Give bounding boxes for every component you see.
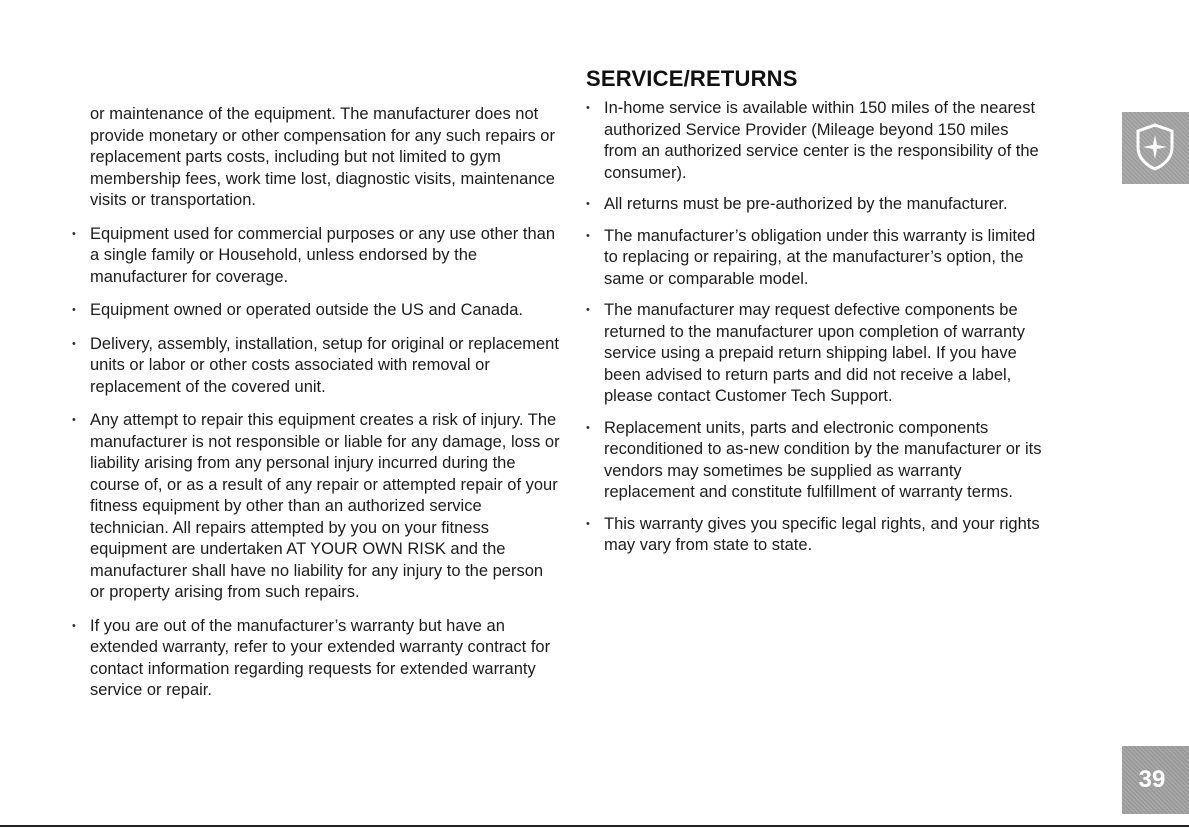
continuation-paragraph: or maintenance of the equipment. The manufacturer does not provide monetary or other compensation for any such repairs or replacement parts costs, including but not limited to gym membership fees, work time lost, diagnostic visits, maintenance visits or transportation. [90, 105, 555, 209]
service-returns-list [586, 98, 1046, 557]
left-column [72, 104, 562, 702]
list-item: • Replacement units, parts and electronic components reconditioned to as-new condition by the manufacturer or its vendors may sometimes be supplied as warranty replacement and constitute fulfillment of warranty terms. [586, 418, 1046, 504]
bottom-divider [0, 825, 1189, 827]
list-item: • The manufacturer’s obligation under this warranty is limited to replacing or repairing, at the manufacturer’s option, the same or comparable model. [586, 226, 1046, 291]
list-item: • All returns must be pre-authorized by the manufacturer. [586, 194, 1046, 216]
list-item: • Equipment owned or operated outside the US and Canada. [72, 300, 562, 322]
section-heading: SERVICE/RETURNS [586, 66, 798, 91]
page-number-tab [1122, 746, 1189, 814]
exclusions-list [72, 224, 562, 702]
right-column [586, 66, 1046, 557]
list-item: • Delivery, assembly, installation, setup for original or replacement units or labor or other costs associated with removal or replacement of the covered unit. [72, 334, 562, 399]
list-item: • In-home service is available within 150 miles of the nearest authorized Service Provider (Mileage beyond 150 miles from an authorized service center is the responsibility of the consumer). [586, 98, 1046, 184]
page-number: 39 [1138, 766, 1166, 793]
list-item: • This warranty gives you specific legal rights, and your rights may vary from state to state. [586, 514, 1046, 557]
list-item: • If you are out of the manufacturer’s warranty but have an extended warranty, refer to your extended warranty contract for contact information regarding requests for extended warranty service or repair. [72, 616, 562, 702]
list-item: • Any attempt to repair this equipment creates a risk of injury. The manufacturer is not responsible or liable for any damage, loss or liability arising from any personal injury incurred during the course of, or as a result of any repair or attempted repair of your fitness equipment by other than an authorized service technician. All repairs attempted by you on your fitness equipment are undertaken AT YOUR OWN RISK and the manufacturer shall have no liability for any injury to the person or property arising from such repairs. [72, 410, 562, 604]
list-item: • The manufacturer may request defective components be returned to the manufacturer upon completion of warranty service using a prepaid return shipping label. If you have been advised to return parts and did not receive a label, please contact Customer Tech Support. [586, 300, 1046, 408]
shield-cross-icon [1135, 123, 1175, 171]
list-item: • Equipment used for commercial purposes or any use other than a single family or Household, unless endorsed by the manufacturer for coverage. [72, 224, 562, 289]
side-section-tab [1122, 112, 1189, 184]
